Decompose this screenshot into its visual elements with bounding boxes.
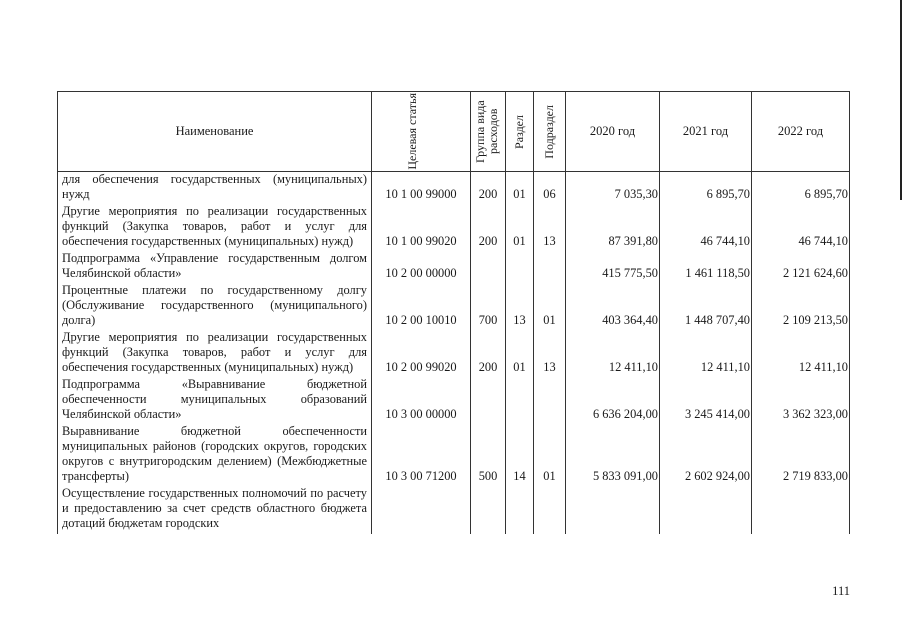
header-2022: 2022 год <box>752 92 850 172</box>
row-2020: 7 035,30 <box>566 172 660 205</box>
row-section: 14 <box>506 424 534 486</box>
row-section: 01 <box>506 172 534 205</box>
row-name: Процентные платежи по государственному долгу (Обслуживание государственного (муниципального) долга) <box>58 283 372 330</box>
header-2020: 2020 год <box>566 92 660 172</box>
row-2022: 46 744,10 <box>752 204 850 251</box>
row-name: Осуществление государственных полномочий по расчету и предоставлению за счет средств областного бюджета дотаций бюджетам городских <box>58 486 372 534</box>
row-name: Выравнивание бюджетной обеспеченности муниципальных районов (городских округов, городских округов с внутригородским делением) (Межбюджетные трансферты) <box>58 424 372 486</box>
table-row <box>58 204 850 251</box>
row-2022: 2 121 624,60 <box>752 251 850 283</box>
row-code: 10 1 00 99000 <box>372 172 471 205</box>
row-expense-group: 200 <box>471 204 506 251</box>
row-section: 13 <box>506 283 534 330</box>
row-code: 10 3 00 71200 <box>372 424 471 486</box>
row-subsection <box>534 377 566 424</box>
row-name: Другие мероприятия по реализации государственных функций (Закупка товаров, работ и услуг для обеспечения государственных (муниципальных) нужд) <box>58 330 372 377</box>
row-section <box>506 251 534 283</box>
row-2021: 2 602 924,00 <box>660 424 752 486</box>
row-2021: 12 411,10 <box>660 330 752 377</box>
row-section <box>506 377 534 424</box>
row-expense-group <box>471 377 506 424</box>
row-section <box>506 486 534 534</box>
page-number: 111 <box>832 584 850 598</box>
row-subsection <box>534 251 566 283</box>
row-section: 01 <box>506 204 534 251</box>
table-row <box>58 330 850 377</box>
row-2021: 6 895,70 <box>660 172 752 205</box>
row-subsection: 13 <box>534 330 566 377</box>
table-row <box>58 172 850 205</box>
row-name: Подпрограмма «Выравнивание бюджетной обеспеченности муниципальных образований Челябинской области» <box>58 377 372 424</box>
row-expense-group <box>471 486 506 534</box>
row-2021: 1 461 118,50 <box>660 251 752 283</box>
header-target-article: Целевая статья <box>372 92 471 172</box>
row-expense-group: 700 <box>471 283 506 330</box>
row-2020: 5 833 091,00 <box>566 424 660 486</box>
row-subsection <box>534 486 566 534</box>
header-2021: 2021 год <box>660 92 752 172</box>
margin-rule <box>900 0 902 200</box>
header-section: Раздел <box>506 92 534 172</box>
row-code: 10 2 00 00000 <box>372 251 471 283</box>
row-2022: 12 411,10 <box>752 330 850 377</box>
row-subsection: 01 <box>534 424 566 486</box>
row-2020: 12 411,10 <box>566 330 660 377</box>
table-header-row <box>58 92 850 172</box>
row-2021 <box>660 486 752 534</box>
row-expense-group: 500 <box>471 424 506 486</box>
row-expense-group: 200 <box>471 330 506 377</box>
row-expense-group: 200 <box>471 172 506 205</box>
table-row <box>58 424 850 486</box>
row-2022 <box>752 486 850 534</box>
row-2022: 3 362 323,00 <box>752 377 850 424</box>
row-2020: 6 636 204,00 <box>566 377 660 424</box>
row-code <box>372 486 471 534</box>
row-name: Подпрограмма «Управление государственным долгом Челябинской области» <box>58 251 372 283</box>
budget-table <box>57 91 850 534</box>
row-subsection: 06 <box>534 172 566 205</box>
row-expense-group <box>471 251 506 283</box>
row-subsection: 01 <box>534 283 566 330</box>
row-2020: 87 391,80 <box>566 204 660 251</box>
table-row <box>58 377 850 424</box>
row-subsection: 13 <box>534 204 566 251</box>
row-code: 10 2 00 99020 <box>372 330 471 377</box>
row-2021: 46 744,10 <box>660 204 752 251</box>
row-2020: 403 364,40 <box>566 283 660 330</box>
row-code: 10 2 00 10010 <box>372 283 471 330</box>
row-2022: 2 719 833,00 <box>752 424 850 486</box>
header-name: Наименование <box>58 92 372 172</box>
row-2020: 415 775,50 <box>566 251 660 283</box>
row-name: для обеспечения государственных (муниципальных) нужд <box>58 172 372 205</box>
row-2021: 1 448 707,40 <box>660 283 752 330</box>
row-2022: 2 109 213,50 <box>752 283 850 330</box>
row-name: Другие мероприятия по реализации государственных функций (Закупка товаров, работ и услуг для обеспечения государственных (муниципальных) нужд) <box>58 204 372 251</box>
table-row <box>58 486 850 534</box>
row-code: 10 3 00 00000 <box>372 377 471 424</box>
row-code: 10 1 00 99020 <box>372 204 471 251</box>
header-expense-group: Группа вида расходов <box>471 92 506 172</box>
row-section: 01 <box>506 330 534 377</box>
table-row <box>58 283 850 330</box>
table-row <box>58 251 850 283</box>
row-2021: 3 245 414,00 <box>660 377 752 424</box>
row-2022: 6 895,70 <box>752 172 850 205</box>
row-2020 <box>566 486 660 534</box>
header-subsection: Подраздел <box>534 92 566 172</box>
